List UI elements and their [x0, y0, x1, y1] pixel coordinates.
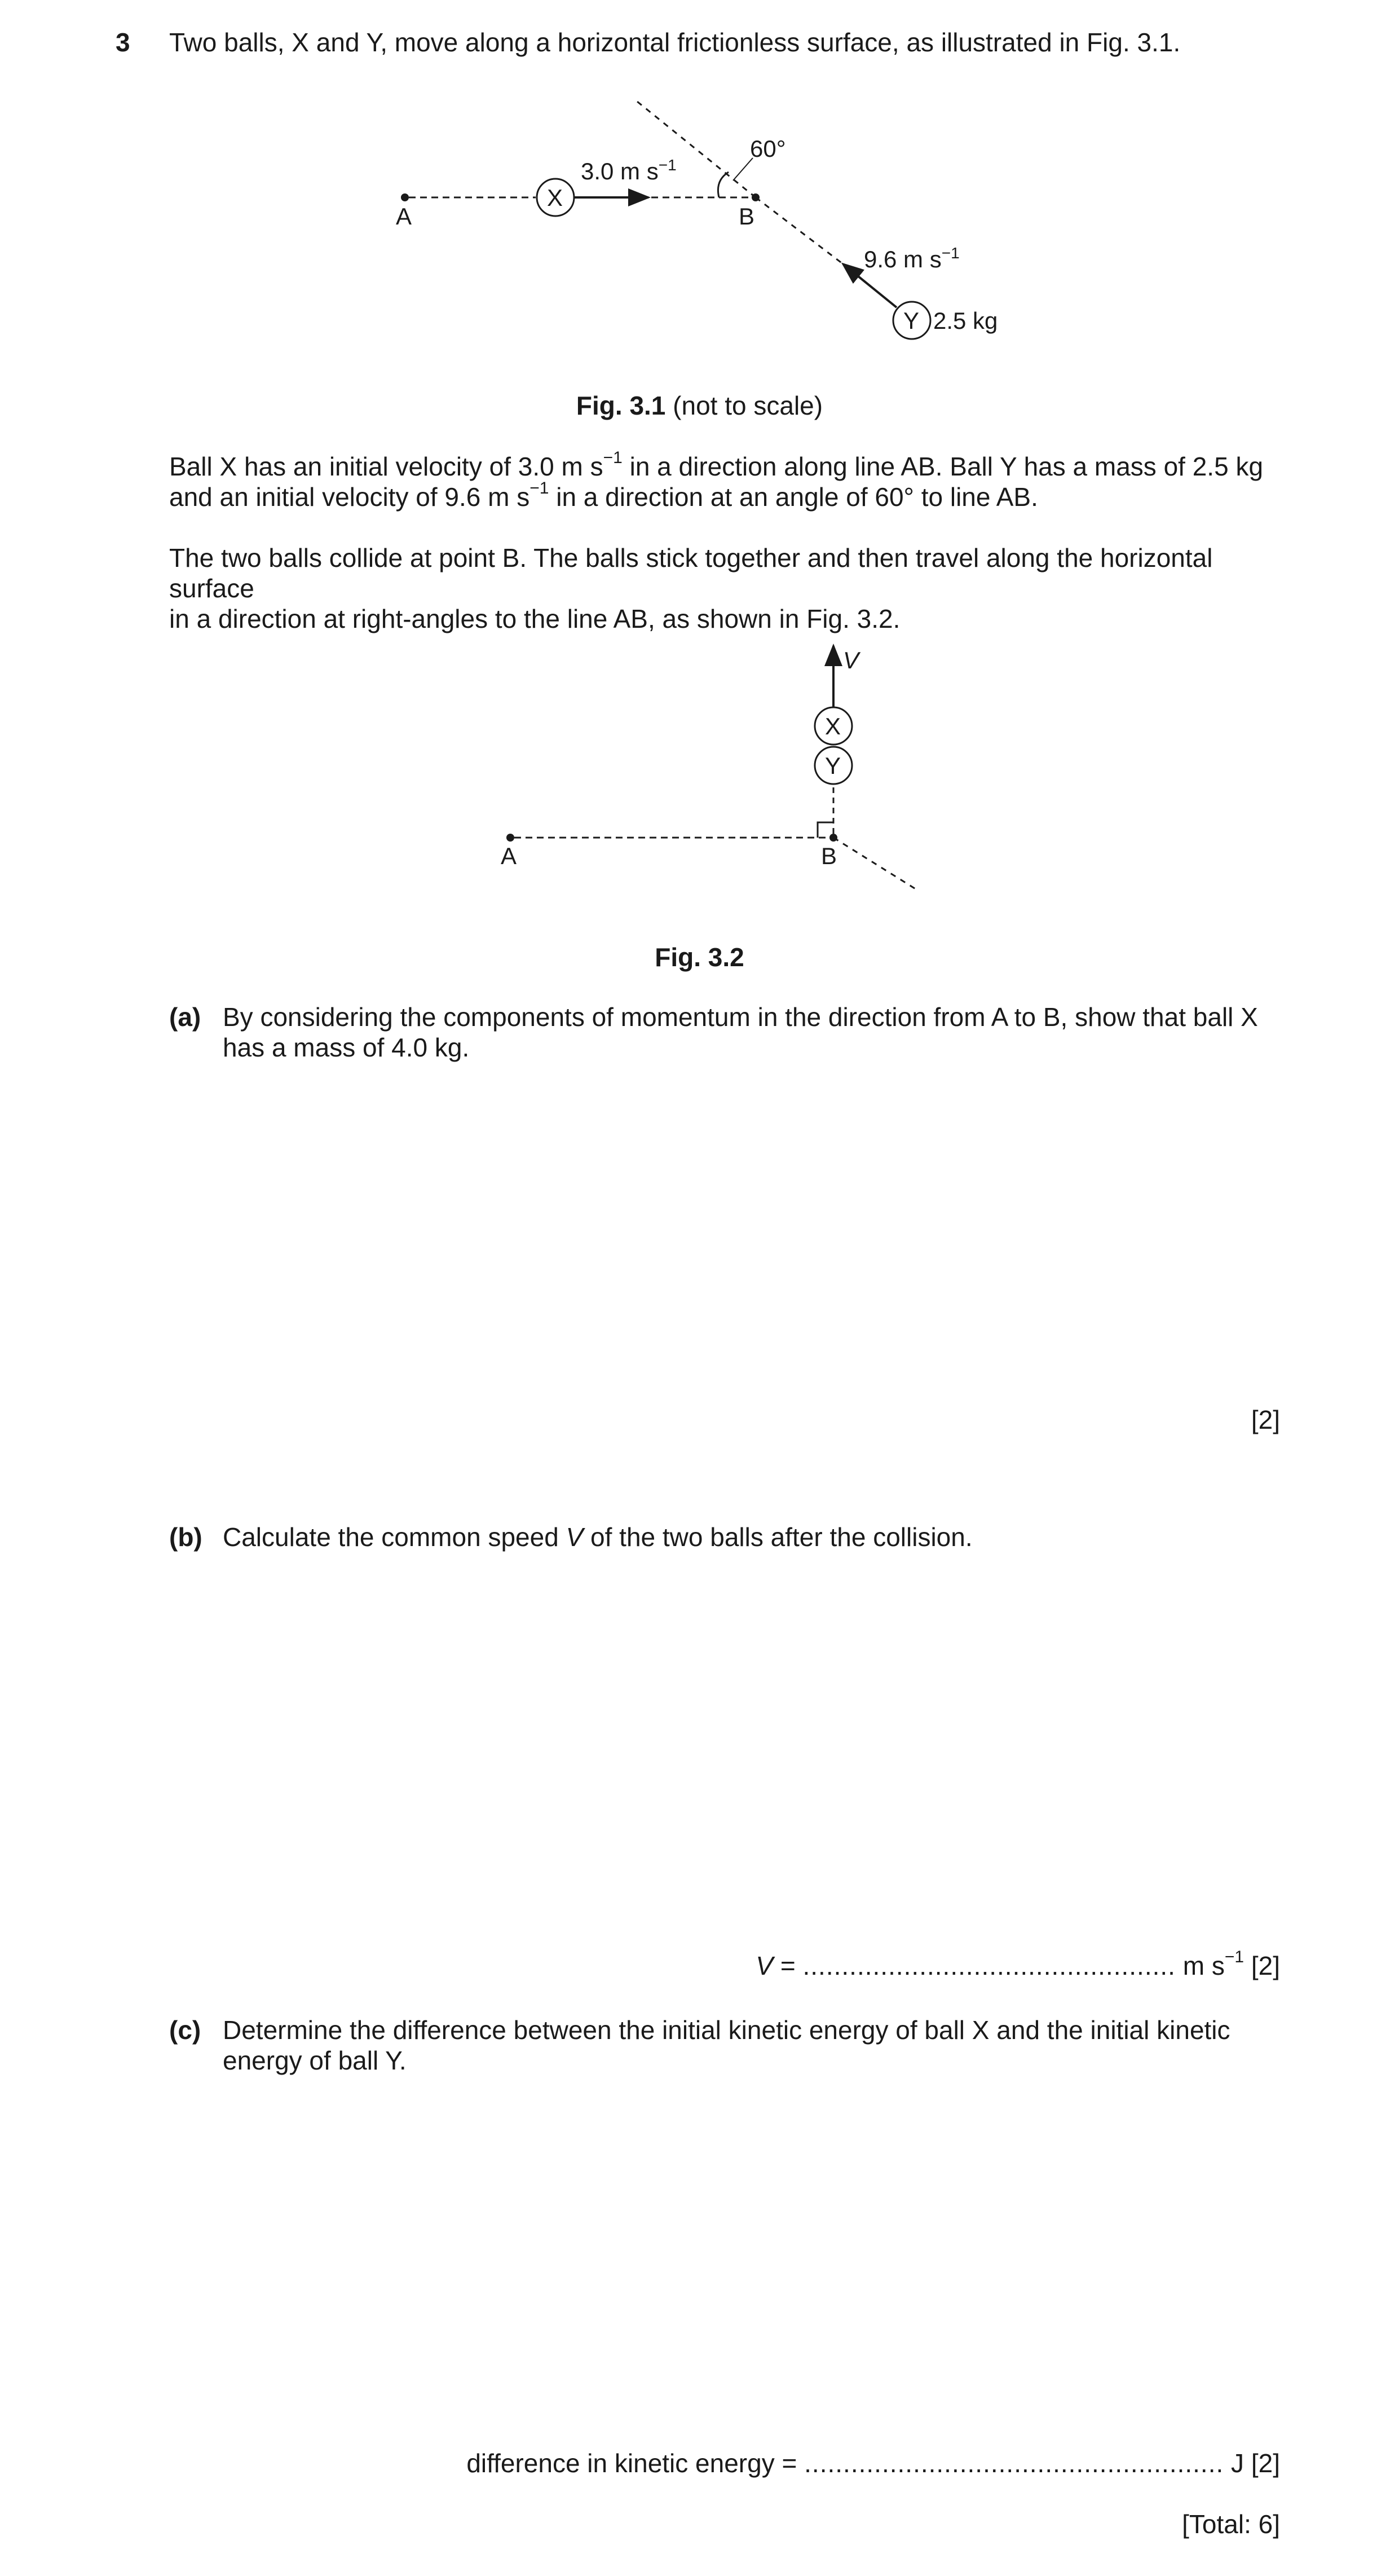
- part-a-line2: has a mass of 4.0 kg.: [223, 1033, 470, 1062]
- ball-x-label: X: [547, 184, 563, 211]
- angle-arc: [718, 172, 729, 197]
- fig32-point-a-label: A: [501, 843, 517, 869]
- part-c-text: [223, 2015, 1280, 2076]
- part-c-answer-blank[interactable]: ......................................................: [804, 2449, 1224, 2478]
- fig31-caption-title: Fig. 3.1: [576, 391, 666, 420]
- figure-3-1: [0, 85, 1399, 355]
- fig32-point-a-dot: [506, 834, 514, 842]
- speed-y-label: 9.6 m $s^{-1}$: [864, 244, 960, 272]
- part-c-line2: energy of ball Y.: [223, 2046, 407, 2075]
- fig32-point-b-label: B: [821, 843, 837, 869]
- part-c-answer-line: difference in kinetic energy = ...................................................... J [2]: [466, 2449, 1280, 2478]
- part-a-marks: [2]: [1251, 1405, 1280, 1434]
- point-a-dot: [401, 193, 409, 201]
- question-intro: Two balls, X and Y, move along a horizontal frictionless surface, as illustrated in Fig. 3.1.: [169, 28, 1181, 57]
- part-b-marks: [2]: [1244, 1951, 1280, 1980]
- fig32-ball-x-label: X: [825, 713, 841, 739]
- fig31-caption-note: (not to scale): [665, 391, 823, 420]
- figure-3-2: [0, 632, 1399, 914]
- question-number: 3: [116, 28, 130, 57]
- para2-line2: in a direction at right-angles to the line AB, as shown in Fig. 3.2.: [169, 604, 901, 633]
- para1-line1-a: Ball X has an initial velocity of 3.0 m $s^{-1}$ in a direction along line AB. Ball Y has a mass of 2.5 kg: [169, 448, 1264, 481]
- fig32-caption: Fig. 3.2: [655, 943, 744, 972]
- part-b-answer-blank[interactable]: ................................................: [802, 1951, 1176, 1980]
- para2-line1: The two balls collide at point B. The balls stick together and then travel along the horizontal surface: [169, 543, 1213, 603]
- fig32-line-extension: [833, 838, 919, 891]
- total-marks: [Total: 6]: [1182, 2509, 1280, 2539]
- part-a-label: (a): [169, 1002, 201, 1032]
- part-b-answer-line: V = ................................................ m $s^{-1}$ [2]: [756, 1947, 1280, 1980]
- part-c-marks: [2]: [1244, 2449, 1280, 2478]
- fig32-v-label: V: [843, 647, 859, 673]
- part-b-text: Calculate the common speed V of the two balls after the collision.: [223, 1522, 973, 1552]
- speed-x-label: 3.0 m $s^{-1}$: [581, 156, 677, 184]
- part-a-line1: By considering the components of momentum in the direction from A to B, show that ball X: [223, 1002, 1258, 1032]
- paragraph-1: [169, 448, 1280, 512]
- part-b-answer-var: V: [756, 1951, 774, 1980]
- fig31-caption: [0, 390, 1399, 421]
- fig32-ball-y-label: Y: [825, 752, 841, 779]
- part-b-label: (b): [169, 1522, 202, 1552]
- part-a-text: [223, 1002, 1280, 1063]
- part-c-line1: Determine the difference between the initial kinetic energy of ball X and the initial kinetic: [223, 2015, 1230, 2045]
- para1-line2: and an initial velocity of 9.6 m $s^{-1}$ in a direction at an angle of 60° to line AB.: [169, 478, 1038, 512]
- point-b-label: B: [739, 203, 755, 230]
- paragraph-2: [169, 543, 1280, 634]
- ball-y-label: Y: [903, 307, 920, 334]
- point-a-label: A: [396, 203, 412, 230]
- part-c-answer-label: difference in kinetic energy =: [466, 2449, 805, 2478]
- angle-label: 60°: [750, 135, 786, 162]
- line-b-y: [756, 197, 843, 264]
- part-c-label: (c): [169, 2015, 201, 2045]
- mass-y-label: 2.5 kg: [933, 307, 998, 334]
